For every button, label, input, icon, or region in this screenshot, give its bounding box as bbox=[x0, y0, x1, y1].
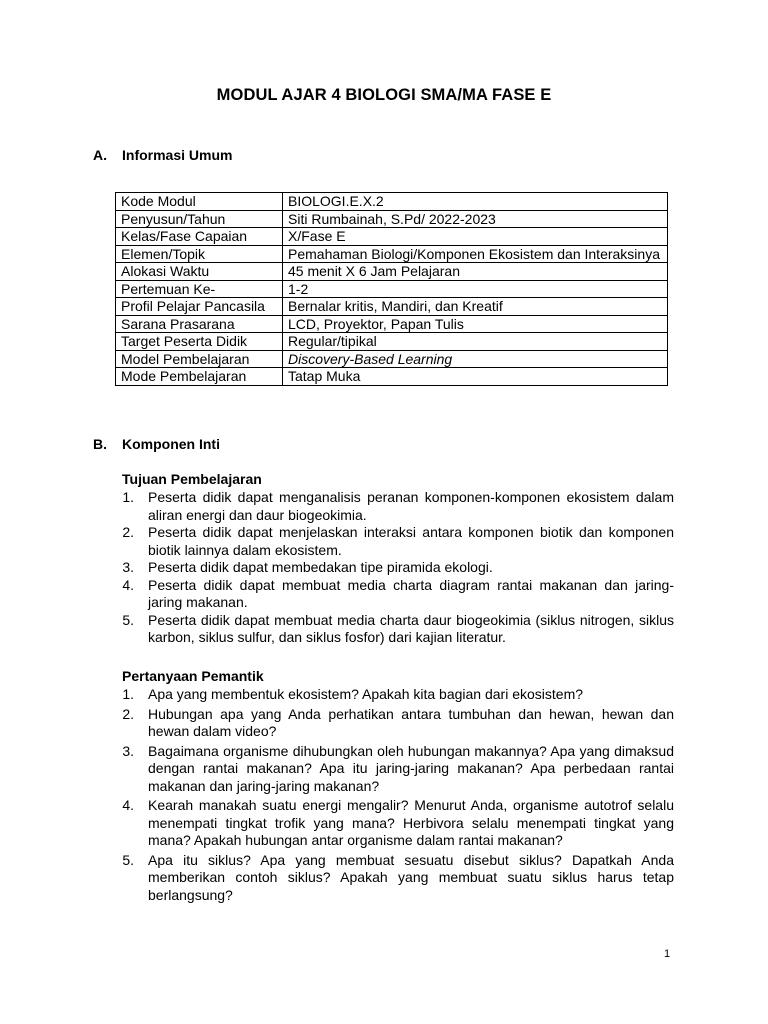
page-number: 1 bbox=[664, 948, 671, 960]
list-text: Hubungan apa yang Anda perhatikan antara tumbuhan dan hewan, hewan dan hewan dalam video? bbox=[148, 705, 674, 739]
list-text: Peserta didik dapat membedakan tipe piramida ekologi. bbox=[148, 559, 493, 575]
info-key: Kelas/Fase Capaian bbox=[116, 228, 283, 246]
info-table-row bbox=[116, 193, 668, 211]
info-table-row bbox=[116, 368, 668, 386]
info-table-row bbox=[116, 350, 668, 368]
pemantik-item bbox=[110, 852, 674, 905]
tujuan-item bbox=[110, 559, 674, 577]
section-b-letter: B. bbox=[93, 436, 107, 452]
pemantik-item bbox=[110, 743, 674, 796]
info-value: Pemahaman Biologi/Komponen Ekosistem dan Interaksinya bbox=[283, 245, 668, 263]
list-text: Bagaimana organisme dihubungkan oleh hubungan makannya? Apa yang dimaksud dengan rantai makanan? Apa itu jaring-jaring makanan? Apa perbedaan rantai makanan dan jaring-jaring makanan? bbox=[148, 742, 674, 794]
info-table-row bbox=[116, 315, 668, 333]
section-a-letter: A. bbox=[93, 147, 107, 163]
tujuan-heading: Tujuan Pembelajaran bbox=[122, 471, 262, 487]
info-key: Sarana Prasarana bbox=[116, 315, 283, 333]
info-key: Target Peserta Didik bbox=[116, 333, 283, 351]
info-value: Regular/tipikal bbox=[283, 333, 668, 351]
pemantik-item bbox=[110, 797, 674, 850]
info-table-row bbox=[116, 263, 668, 281]
list-number: 4. bbox=[122, 797, 134, 813]
info-value: LCD, Proyektor, Papan Tulis bbox=[283, 315, 668, 333]
info-table-row bbox=[116, 228, 668, 246]
list-number: 2. bbox=[122, 524, 134, 540]
info-key: Penyusun/Tahun bbox=[116, 210, 283, 228]
list-text: Peserta didik dapat membuat media charta daur biogeokimia (siklus nitrogen, siklus karbon, siklus sulfur, dan siklus fosfor) dari kajian literatur. bbox=[148, 611, 674, 645]
document-title: MODUL AJAR 4 BIOLOGI SMA/MA FASE E bbox=[216, 86, 552, 104]
section-a-title: Informasi Umum bbox=[122, 147, 233, 163]
info-table-row bbox=[116, 210, 668, 228]
info-key: Pertemuan Ke- bbox=[116, 280, 283, 298]
section-a-heading bbox=[93, 147, 232, 163]
list-number: 5. bbox=[122, 851, 134, 868]
info-key: Elemen/Topik bbox=[116, 245, 283, 263]
list-text: Peserta didik dapat membuat media charta diagram rantai makanan dan jaring-jaring makanan. bbox=[148, 576, 674, 610]
info-value: Bernalar kritis, Mandiri, dan Kreatif bbox=[283, 298, 668, 316]
info-value: Siti Rumbainah, S.Pd/ 2022-2023 bbox=[283, 210, 668, 228]
pemantik-list bbox=[110, 686, 674, 906]
info-table-row bbox=[116, 333, 668, 351]
list-text: Apa itu siklus? Apa yang membuat sesuatu disebut siklus? Dapatkah Anda memberikan contoh siklus? Apakah yang membuat suatu siklus harus tetap berlangsung? bbox=[148, 851, 674, 903]
info-key: Profil Pelajar Pancasila bbox=[116, 298, 283, 316]
info-value: X/Fase E bbox=[283, 228, 668, 246]
info-table-row bbox=[116, 245, 668, 263]
info-table bbox=[115, 192, 668, 386]
info-value: Discovery-Based Learning bbox=[283, 350, 668, 368]
pemantik-heading: Pertanyaan Pemantik bbox=[122, 668, 264, 684]
info-key: Mode Pembelajaran bbox=[116, 368, 283, 386]
info-value: 1-2 bbox=[283, 280, 668, 298]
list-number: 5. bbox=[122, 611, 134, 628]
tujuan-item bbox=[110, 577, 674, 612]
info-value: 45 menit X 6 Jam Pelajaran bbox=[283, 263, 668, 281]
list-text: Peserta didik dapat menganalisis peranan komponen-komponen ekosistem dalam aliran energi dan daur biogeokimia. bbox=[148, 489, 674, 523]
list-text: Kearah manakah suatu energi mengalir? Menurut Anda, organisme autotrof selalu menempati tingkat trofik yang mana? Herbivora selalu menempati tingkat yang mana? Apakah hubungan antar organisme dalam rantai makanan? bbox=[148, 797, 674, 848]
section-b-heading bbox=[93, 436, 220, 452]
tujuan-list bbox=[110, 489, 674, 647]
list-number: 3. bbox=[122, 559, 134, 575]
pemantik-item bbox=[110, 686, 674, 704]
list-number: 1. bbox=[122, 686, 134, 702]
tujuan-item bbox=[110, 524, 674, 559]
info-key: Model Pembelajaran bbox=[116, 350, 283, 368]
info-value: BIOLOGI.E.X.2 bbox=[283, 193, 668, 211]
list-number: 2. bbox=[122, 705, 134, 722]
info-key: Kode Modul bbox=[116, 193, 283, 211]
list-text: Apa yang membentuk ekosistem? Apakah kita bagian dari ekosistem? bbox=[148, 686, 584, 702]
tujuan-item bbox=[110, 489, 674, 524]
tujuan-item bbox=[110, 612, 674, 647]
info-table-row bbox=[116, 280, 668, 298]
list-number: 3. bbox=[122, 742, 134, 759]
list-text: Peserta didik dapat menjelaskan interaksi antara komponen biotik dan komponen biotik lainnya dalam ekosistem. bbox=[148, 524, 674, 558]
info-value: Tatap Muka bbox=[283, 368, 668, 386]
info-table-row bbox=[116, 298, 668, 316]
list-number: 4. bbox=[122, 576, 134, 593]
section-b-title: Komponen Inti bbox=[122, 436, 220, 452]
pemantik-item bbox=[110, 706, 674, 741]
info-key: Alokasi Waktu bbox=[116, 263, 283, 281]
list-number: 1. bbox=[122, 489, 134, 505]
